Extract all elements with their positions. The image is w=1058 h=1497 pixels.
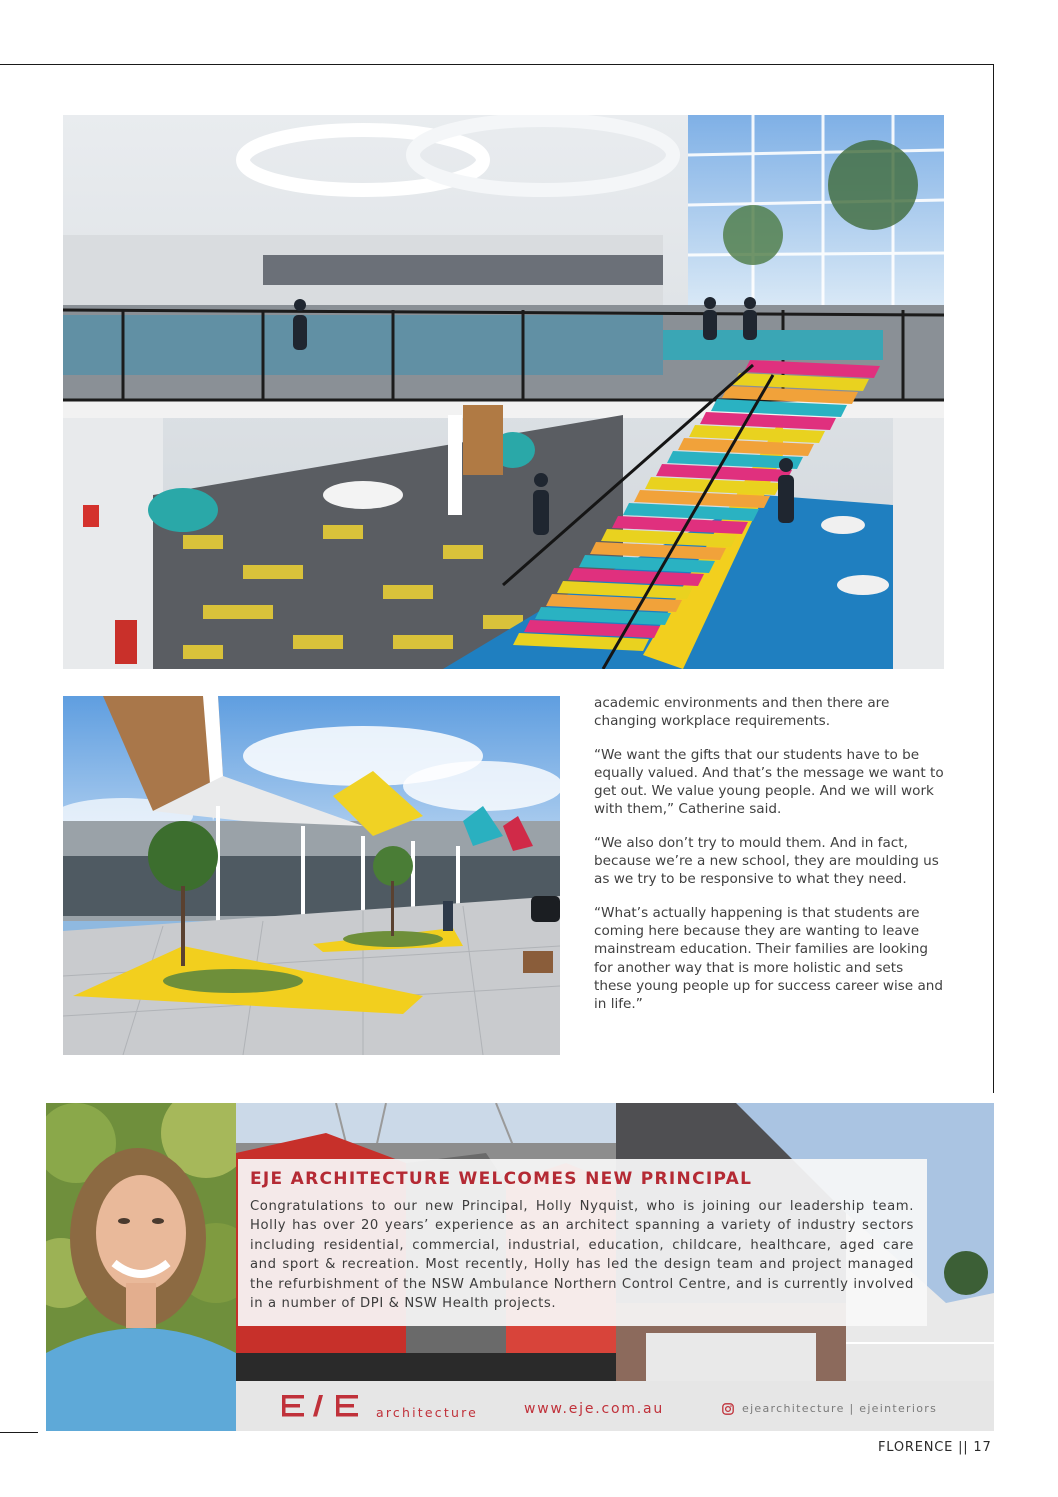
- eje-advertisement: [46, 1103, 994, 1431]
- page-frame-top-rule: [0, 64, 994, 65]
- courtyard-photo: [63, 696, 560, 1055]
- article-paragraph: academic environments and then there are changing workplace requirements.: [594, 695, 890, 730]
- instagram-icon[interactable]: [722, 1402, 734, 1414]
- article-paragraph: “What’s actually happening is that students are coming here because they are wanting to leave mainstream education. Their families are looking for another way that is more holistic and sets these young people up for success career wise and in life.”: [594, 904, 944, 1013]
- article-paragraph: “We also don’t try to mould them. And in fact, because we’re a new school, they are moulding us as we try to be responsive to what they need.: [594, 834, 939, 888]
- announcement-panel: [238, 1159, 927, 1326]
- article-body: [594, 694, 944, 1028]
- atrium-photo: [63, 115, 944, 669]
- ad-footer-bar: [236, 1381, 994, 1431]
- eje-logo: [282, 1395, 366, 1417]
- page-frame-bottom-rule: [0, 1432, 38, 1433]
- website-link[interactable]: www.eje.com.au: [524, 1401, 665, 1417]
- page-frame-right-rule: [993, 64, 994, 1093]
- principal-portrait-photo: [46, 1103, 236, 1431]
- social-handles[interactable]: ejearchitecture | ejeinteriors: [742, 1402, 938, 1415]
- announcement-text: Congratulations to our new Principal, Holly Nyquist, who is joining our leadership team. Holly has over 20 years’ experience as an architect spanning a variety of industry sectors including residential, commercial, industrial, education, childcare, healthcare, aged care and sport & recreation. Most recently, Holly has led the design team and project managed the refurbishment of the NSW Ambulance Northern Control Centre, and is currently involved in a number of DPI & NSW Health projects.: [250, 1199, 914, 1312]
- article-paragraph: “We want the gifts that our students have to be equally valued. And that’s the message we want to get out. We value young people. And we will work with them,” Catherine said.: [594, 746, 944, 818]
- logo-wordmark: architecture: [376, 1405, 479, 1420]
- announcement-title: EJE ARCHITECTURE WELCOMES NEW PRINCIPAL: [250, 1169, 753, 1189]
- page-folio: FLORENCE || 17: [878, 1440, 992, 1455]
